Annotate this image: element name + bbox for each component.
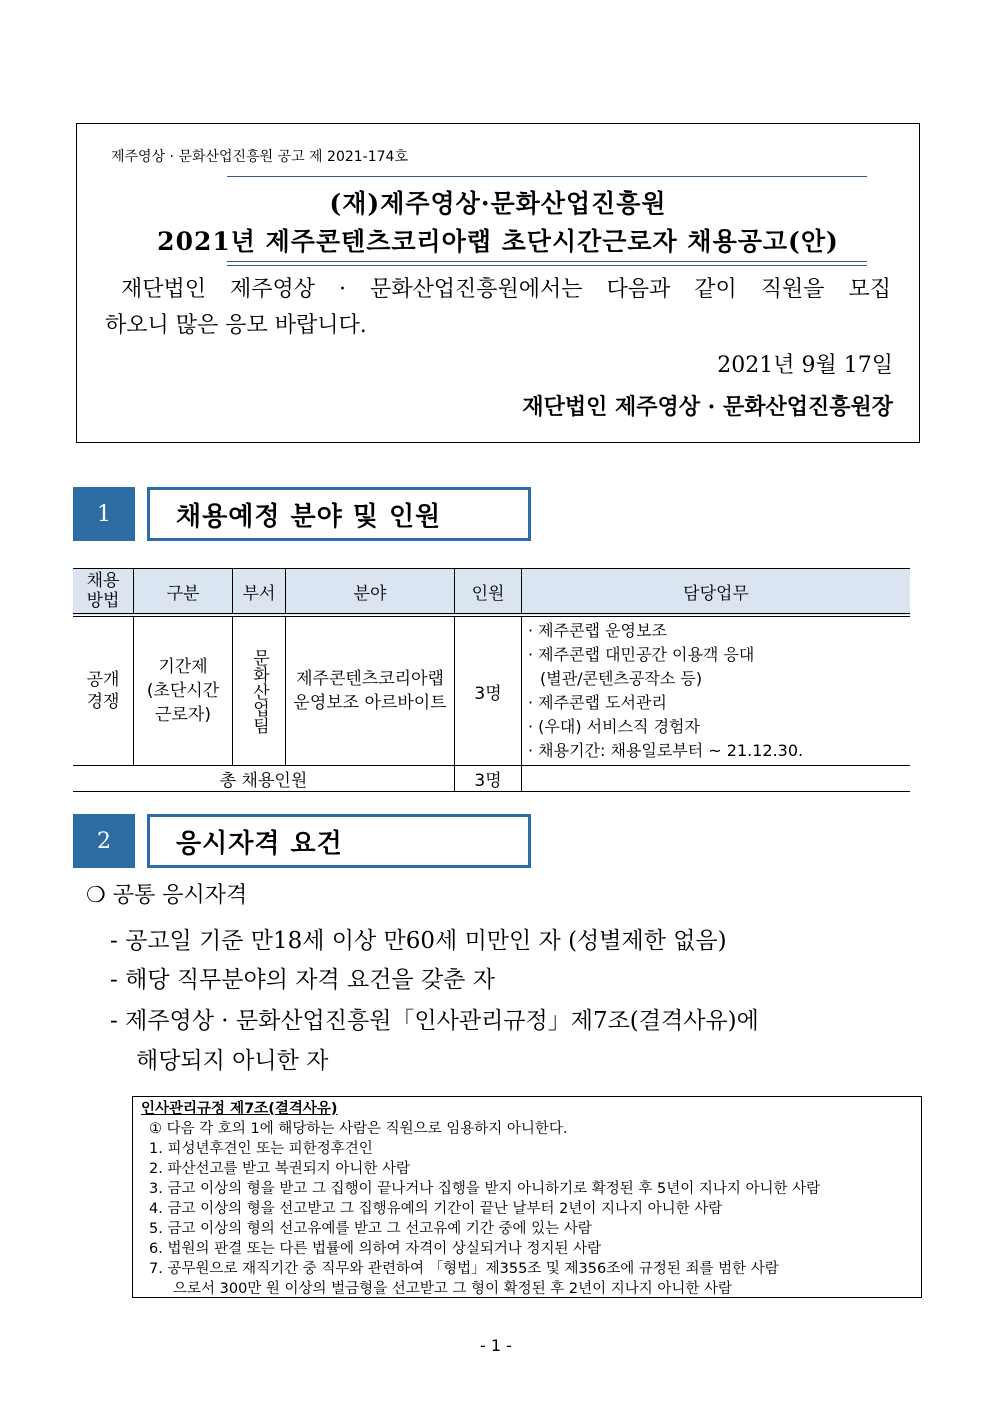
header-method: 채용 방법 bbox=[73, 569, 134, 616]
qualification-item-continuation: 해당되지 아니한 자 bbox=[136, 1048, 329, 1074]
duty-item: (별관/콘텐츠공작소 등) bbox=[540, 669, 703, 688]
rule-box bbox=[132, 1096, 922, 1298]
section-2-title: 응시자격 요건 bbox=[147, 814, 531, 868]
recruitment-table bbox=[73, 568, 910, 792]
rule-item: 6. 법원의 판결 또는 다른 법률에 의하여 자격이 상실되거나 정지된 사람 bbox=[149, 1241, 602, 1257]
total-empty bbox=[522, 766, 911, 792]
title-bottom-divider bbox=[227, 261, 867, 266]
qualification-heading: ❍ 공통 응시자격 bbox=[86, 883, 248, 908]
header-duties: 담당업무 bbox=[522, 569, 911, 616]
cell-dept: 문화산업팀 bbox=[233, 615, 286, 766]
title-top-divider bbox=[227, 176, 867, 177]
header-kind: 구분 bbox=[134, 569, 233, 616]
cell-kind: 기간제 (초단시간 근로자) bbox=[134, 615, 233, 766]
qualification-item: - 제주영상 · 문화산업진흥원「인사관리규정」제7조(결격사유)에 bbox=[110, 1008, 759, 1034]
notice-intro-line2: 하오니 많은 응모 바랍니다. bbox=[105, 313, 367, 338]
duty-item: · 채용기간: 채용일로부터 ~ 21.12.30. bbox=[528, 741, 804, 760]
notice-box bbox=[76, 123, 920, 443]
notice-issuer: 재단법인 제주영상 · 문화산업진흥원장 bbox=[522, 394, 893, 420]
notice-intro-line1: 재단법인 제주영상 · 문화산업진흥원에서는 다음과 같이 직원을 모집 bbox=[121, 277, 891, 302]
notice-title-line2: 2021년 제주콘텐츠코리아랩 초단시간근로자 채용공고(안) bbox=[157, 227, 839, 256]
table-row bbox=[73, 615, 910, 766]
duty-item: · 제주콘랩 운영보조 bbox=[528, 621, 667, 640]
header-dept: 부서 bbox=[233, 569, 286, 616]
total-count: 3명 bbox=[455, 766, 522, 792]
rule-item-continuation: 으로서 300만 원 이상의 벌금형을 선고받고 그 형이 확정된 후 2년이 지나지 아니한 사람 bbox=[173, 1281, 733, 1297]
section-1-number: 1 bbox=[73, 487, 135, 541]
rule-item: 7. 공무원으로 재직기간 중 직무와 관련하여 「형법」제355조 및 제356조에 규정된 죄를 범한 사람 bbox=[149, 1261, 779, 1277]
notice-date: 2021년 9월 17일 bbox=[717, 353, 893, 378]
cell-field: 제주콘텐츠코리아랩 운영보조 아르바이트 bbox=[286, 615, 455, 766]
rule-item: 2. 파산선고를 받고 복권되지 아니한 사람 bbox=[149, 1161, 410, 1177]
duty-item: · (우대) 서비스직 경험자 bbox=[528, 717, 700, 736]
section-2-number: 2 bbox=[73, 814, 135, 868]
header-count: 인원 bbox=[455, 569, 522, 616]
total-label: 총 채용인원 bbox=[73, 766, 455, 792]
notice-title-line1: (재)제주영상·문화산업진흥원 bbox=[329, 189, 667, 218]
qualification-item: - 공고일 기준 만18세 이상 만60세 미만인 자 (성별제한 없음) bbox=[110, 928, 727, 954]
table-header-row bbox=[73, 569, 910, 616]
section-1-title: 채용예정 분야 및 인원 bbox=[147, 487, 531, 541]
duty-item: · 제주콘랩 대민공간 이용객 응대 bbox=[528, 645, 755, 664]
cell-duties bbox=[522, 615, 911, 766]
qualification-item: - 해당 직무분야의 자격 요건을 갖춘 자 bbox=[110, 967, 495, 993]
table-total-row bbox=[73, 766, 910, 792]
rule-title: 인사관리규정 제7조(결격사유) bbox=[141, 1101, 338, 1117]
notice-number: 제주영상 · 문화산업진흥원 공고 제 2021-174호 bbox=[111, 149, 408, 165]
rule-item: 4. 금고 이상의 형을 선고받고 그 집행유예의 기간이 끝난 날부터 2년이 지나지 아니한 사람 bbox=[149, 1201, 723, 1217]
rule-intro: ① 다음 각 호의 1에 해당하는 사람은 직원으로 임용하지 아니한다. bbox=[149, 1121, 568, 1137]
page-number: - 1 - bbox=[480, 1336, 512, 1355]
duty-item: · 제주콘랩 도서관리 bbox=[528, 693, 667, 712]
cell-count: 3명 bbox=[455, 615, 522, 766]
rule-item: 1. 피성년후견인 또는 피한정후견인 bbox=[149, 1141, 373, 1157]
rule-item: 5. 금고 이상의 형의 선고유예를 받고 그 선고유예 기간 중에 있는 사람 bbox=[149, 1221, 592, 1237]
rule-item: 3. 금고 이상의 형을 받고 그 집행이 끝나거나 집행을 받지 아니하기로 확정된 후 5년이 지나지 아니한 사람 bbox=[149, 1181, 821, 1197]
cell-method: 공개 경쟁 bbox=[73, 615, 134, 766]
header-field: 분야 bbox=[286, 569, 455, 616]
